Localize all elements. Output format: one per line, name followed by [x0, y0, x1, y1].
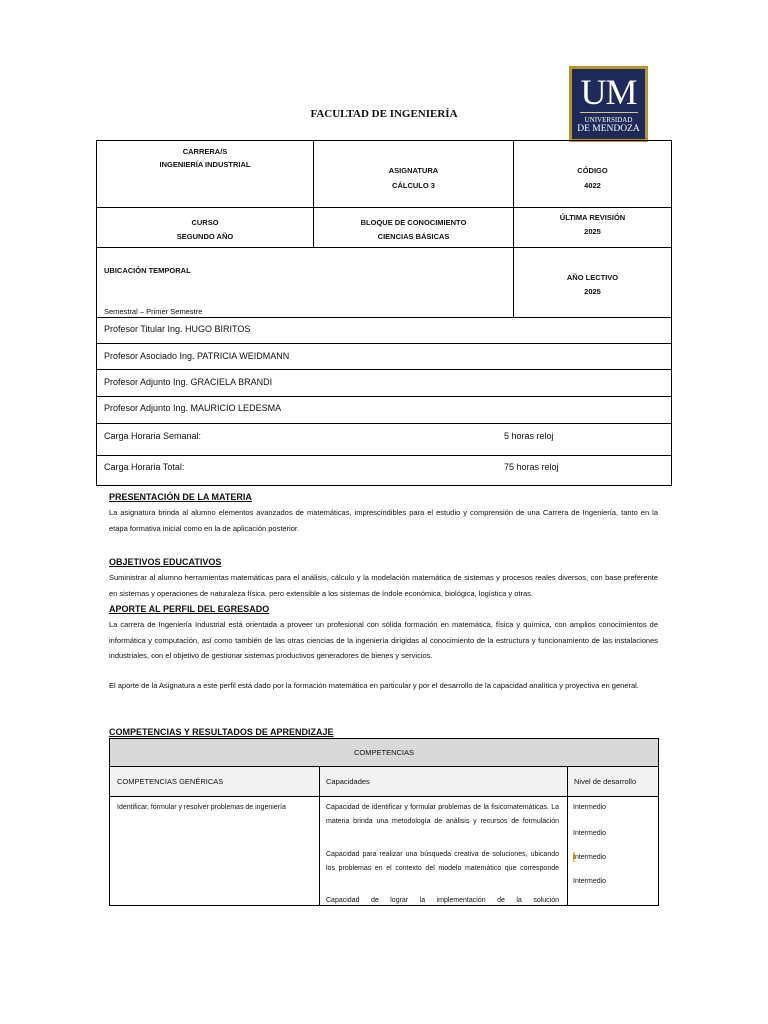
capacity-3: Capacidad de lograr la implementación de la solución: [326, 897, 559, 904]
professor-row: [96, 343, 672, 370]
total-hours-label: Carga Horaria Total:: [104, 462, 185, 472]
level-4: Intermedio: [573, 878, 607, 885]
faculty-title: FACULTAD DE INGENIERÍA: [310, 108, 458, 120]
column-divider: [567, 767, 568, 905]
competencias-title: COMPETENCIAS Y RESULTADOS DE APRENDIZAJE: [109, 727, 334, 737]
curso-label: CURSO: [191, 218, 219, 227]
level-3-wrap: [573, 851, 606, 865]
codigo-value: 4022: [584, 181, 601, 190]
professor-name: Profesor Adjunto Ing. MAURICIO LEDESMA: [104, 403, 282, 413]
total-hours-value: 75 horas reloj: [504, 462, 559, 472]
codigo-cell: [513, 140, 672, 208]
aporte-text-2: El aporte de la Asignatura a este perfil está dado por la formación matemática en particular y por el desarrollo de la capacidad analítica y proyectiva en general.: [109, 681, 639, 690]
logo-line1: UNIVERSIDAD: [584, 116, 633, 124]
carrera-label: CARRERA/S: [182, 147, 228, 156]
professor-name: Profesor Titular Ing. HUGO BIRITOS: [104, 324, 251, 334]
level-3: Intermedio: [573, 854, 607, 861]
codigo-label: CÓDIGO: [577, 166, 608, 175]
total-hours-row: [96, 455, 672, 486]
revision-label: ÚLTIMA REVISIÓN: [559, 213, 626, 222]
col-nivel-header: Nivel de desarrollo: [567, 767, 658, 797]
asignatura-label: ASIGNATURA: [388, 166, 439, 175]
professor-name: Profesor Asociado Ing. PATRICIA WEIDMANN: [104, 351, 290, 361]
curso-value: SEGUNDO AÑO: [176, 232, 234, 241]
bloque-cell: [313, 207, 514, 248]
asignatura-value: CÁLCULO 3: [392, 181, 435, 190]
carrera-cell: [96, 140, 314, 208]
lectivo-label: AÑO LECTIVO: [566, 273, 619, 282]
competencias-header: COMPETENCIAS: [110, 739, 658, 767]
bloque-value: CIENCIAS BÁSICAS: [377, 232, 450, 241]
carrera-value: INGENIERÍA INDUSTRIAL: [159, 160, 251, 169]
col-capacidades-header: Capacidades: [319, 767, 567, 797]
professor-row: [96, 317, 672, 344]
presentacion-text: La asignatura brinda al alumno elementos avanzados de matemáticas, imprescindibles para el estudio y comprensión de una Carrera de Ingeniería, tanto en la etapa formativa inicial como en la de aplicación posterior.: [109, 508, 658, 533]
logo-mark: UM: [580, 72, 637, 112]
column-divider: [319, 767, 320, 905]
professor-row: [96, 396, 672, 424]
ubicacion-cell: [96, 247, 514, 318]
presentacion-title: PRESENTACIÓN DE LA MATERIA: [109, 492, 252, 502]
bloque-label: BLOQUE DE CONOCIMIENTO: [360, 218, 467, 227]
weekly-hours-value: 5 horas reloj: [504, 431, 554, 441]
revision-cell: [513, 207, 672, 248]
ubicacion-label: UBICACIÓN TEMPORAL: [104, 266, 191, 275]
weekly-hours-row: [96, 423, 672, 456]
aporte-title: APORTE AL PERFIL DEL EGRESADO: [109, 604, 270, 614]
generic-competence: Identificar, formular y resolver problemas de ingeniería: [117, 804, 286, 811]
competencias-table: [109, 738, 659, 906]
objetivos-title: OBJETIVOS EDUCATIVOS: [109, 557, 222, 567]
logo-line2: DE MENDOZA: [577, 124, 640, 134]
lectivo-cell: [513, 247, 672, 318]
ubicacion-value: Semestral – Primer Semestre: [104, 307, 203, 316]
curso-cell: [96, 207, 314, 248]
weekly-hours-label: Carga Horaria Semanal:: [104, 431, 202, 441]
professor-row: [96, 369, 672, 397]
level-2: Intermedio: [573, 830, 607, 837]
lectivo-value: 2025: [584, 287, 601, 296]
university-logo: [569, 66, 648, 142]
objetivos-text: Suministrar al alumno herramientas matemáticas para el análisis, cálculo y la modelación matemática de sistemas y procesos reales diversos, con base preferente en sistemas y operaciones de naturaleza física, pero extensible a los sistemas de índole económica, biológica, logística y otras.: [109, 573, 658, 598]
asignatura-cell: [313, 140, 514, 208]
capacity-1: Capacidad de identificar y formular problemas de la fisicomatemáticas. La materia brinda una metodología de análisis y recursos de formulación: [326, 804, 559, 825]
capacity-2: Capacidad para realizar una búsqueda creativa de soluciones, ubicando los problemas en el contexto del modelo matemático que corresponde: [326, 851, 559, 872]
aporte-text-1: La carrera de Ingeniería Industrial está orientada a proveer un profesional con sólida formación en matemática, física y química, con amplios conocimientos de informática y computación, así como también de las otras ciencias de la ingeniería dirigidas al conocimiento de la estructura y funcionamiento de las instalaciones industriales, con el objetivo de gestionar sistemas productivos generadores de bienes y servicios.: [109, 620, 658, 660]
professor-name: Profesor Adjunto Ing. GRACIELA BRANDI: [104, 377, 273, 387]
col-generic-header: COMPETENCIAS GENÉRICAS: [110, 767, 319, 797]
revision-value: 2025: [584, 227, 601, 236]
level-1: Intermedio: [573, 804, 607, 811]
